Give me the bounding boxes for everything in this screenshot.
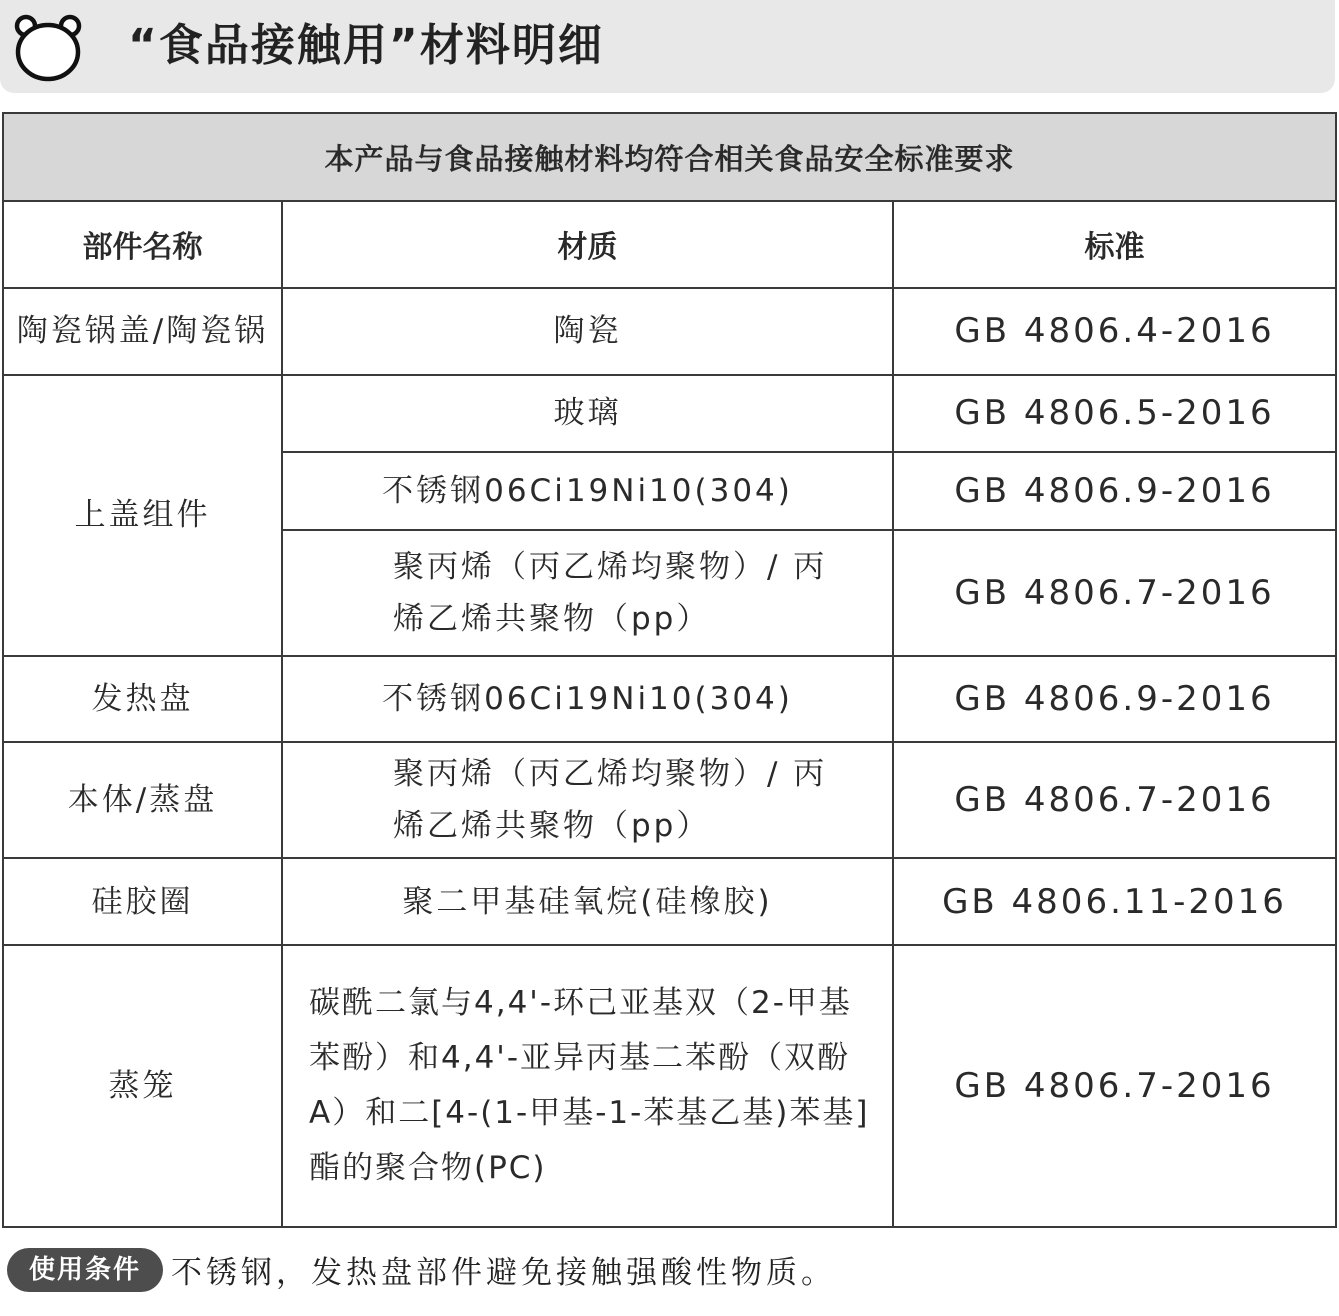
table-banner-row [3,113,1336,201]
standard-cell: GB 4806.9-2016 [893,656,1336,742]
column-header-material: 材质 [282,201,893,287]
materials-table [2,112,1337,1312]
standard-cell: GB 4806.11-2016 [893,858,1336,944]
table-row [3,945,1336,1227]
part-cell: 陶瓷锅盖/陶瓷锅 [3,288,282,375]
table-row [3,375,1336,452]
usage-condition-text: 不锈钢，发热盘部件避免接触强酸性物质。 [171,1255,837,1292]
table-row [3,288,1336,375]
standard-cell: GB 4806.7-2016 [893,742,1336,858]
standard-cell: GB 4806.4-2016 [893,288,1336,375]
material-cell: 玻璃 [282,375,893,452]
material-cell: 不锈钢06Ci19Ni10(304) [282,656,893,742]
usage-note-row [3,1227,1336,1312]
column-header-standard: 标准 [893,201,1336,287]
bear-head-icon [14,12,82,82]
page-title: “食品接触用”材料明细 [128,20,604,71]
material-cell: 不锈钢06Ci19Ni10(304) [282,452,893,530]
material-cell: 聚丙烯（丙乙烯均聚物）/ 丙烯乙烯共聚物（pp） [282,742,893,858]
usage-condition-badge: 使用条件 [7,1248,163,1292]
material-cell: 陶瓷 [282,288,893,375]
part-cell: 蒸笼 [3,945,282,1227]
table-row [3,742,1336,858]
standard-cell: GB 4806.7-2016 [893,530,1336,655]
column-header-part: 部件名称 [3,201,282,287]
material-cell: 碳酰二氯与4,4'-环己亚基双（2-甲基苯酚）和4,4'-亚异丙基二苯酚（双酚A）和二[4-(1-甲基-1-苯基乙基)苯基]酯的聚合物(PC) [282,945,893,1227]
table-row [3,858,1336,944]
material-cell: 聚二甲基硅氧烷(硅橡胶) [282,858,893,944]
standard-cell: GB 4806.9-2016 [893,452,1336,530]
table-header-row [3,201,1336,287]
part-cell: 本体/蒸盘 [3,742,282,858]
part-cell: 上盖组件 [3,375,282,656]
part-cell: 硅胶圈 [3,858,282,944]
standard-cell: GB 4806.7-2016 [893,945,1336,1227]
material-cell: 聚丙烯（丙乙烯均聚物）/ 丙烯乙烯共聚物（pp） [282,530,893,655]
title-bar [0,0,1335,93]
part-cell: 发热盘 [3,656,282,742]
standard-cell: GB 4806.5-2016 [893,375,1336,452]
table-row [3,656,1336,742]
usage-note [3,1247,1336,1292]
table-banner: 本产品与食品接触材料均符合相关食品安全标准要求 [3,113,1336,201]
